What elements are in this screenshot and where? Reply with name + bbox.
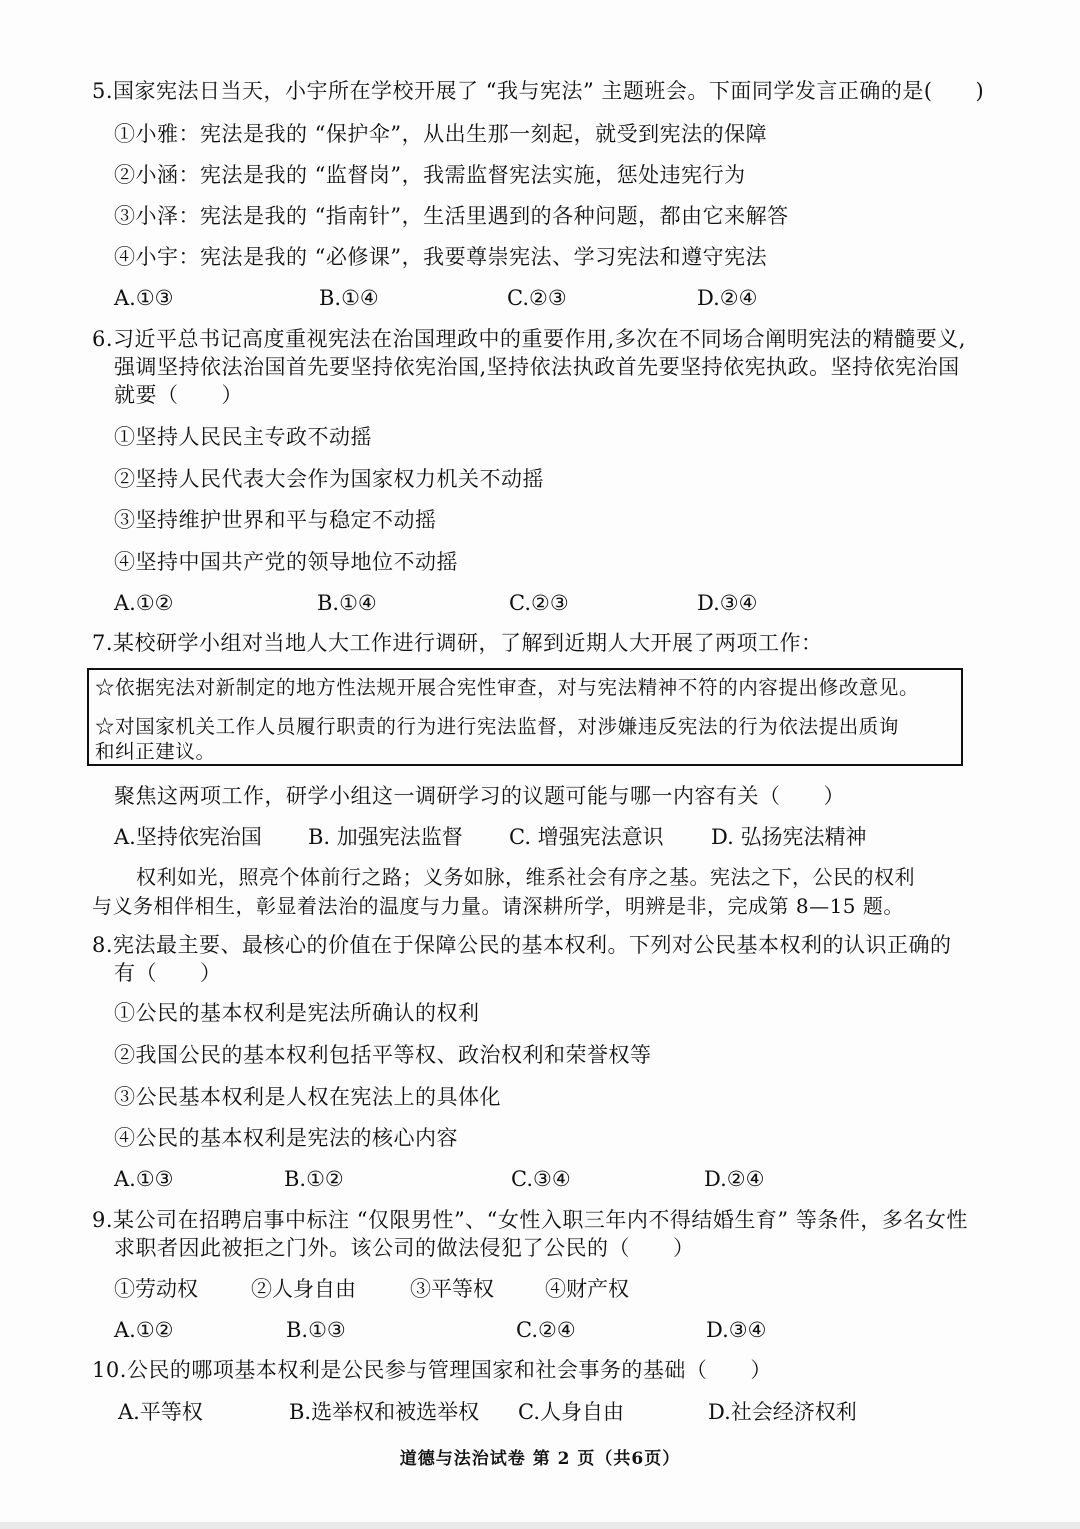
q7-choices	[114, 822, 974, 852]
q8-stem-line-1: 8.宪法最主要、最核心的价值在于保障公民的基本权利。下列对公民基本权利的认识正确的	[92, 933, 952, 957]
q6-item-4: ④坚持中国共产党的领导地位不动摇	[114, 550, 458, 574]
q9-stem-line-1: 9.某公司在招聘启事中标注 “仅限男性”、“女性入职三年内不得结婚生育” 等条件，多名女性	[92, 1208, 968, 1232]
q5-choices	[114, 283, 974, 313]
q7-choice-b: B. 加强宪法监督	[308, 825, 463, 849]
q9-item-2: ②人身自由	[251, 1277, 356, 1301]
intro-line-2: 与义务相伴相生，彰显着法治的温度与力量。请深耕所学，明辨是非，完成第 8—15 题。	[92, 894, 904, 918]
q7-choice-a: A.坚持依宪治国	[114, 825, 262, 849]
q5-item-1: ①小雅：宪法是我的 “保护伞”，从出生那一刻起，就受到宪法的保障	[114, 122, 768, 146]
q6-item-1: ①坚持人民民主专政不动摇	[114, 425, 372, 449]
q6-stem-line-2: 强调坚持依法治国首先要坚持依宪治国,坚持依法执政首先要坚持依宪执政。坚持依宪治国	[114, 355, 960, 379]
q9-choices	[114, 1315, 974, 1345]
q9-item-4: ④财产权	[545, 1277, 629, 1301]
q6-choice-b: B.①④	[317, 591, 377, 615]
q9-item-1: ①劳动权	[114, 1277, 198, 1301]
q10-stem: 10.公民的哪项基本权利是公民参与管理国家和社会事务的基础（ ）	[92, 1358, 772, 1382]
q7-choice-c: C. 增强宪法意识	[509, 825, 664, 849]
q8-choices	[114, 1164, 974, 1194]
q5-stem: 5.国家宪法日当天，小宇所在学校开展了 “我与宪法” 主题班会。下面同学发言正确的是( )	[92, 79, 985, 103]
q6-choice-a: A.①②	[114, 591, 174, 615]
q6-stem-line-3: 就要（ ）	[114, 383, 243, 407]
q9-choice-d: D.③④	[706, 1318, 767, 1342]
page-footer: 道德与法治试卷 第 2 页（共6页）	[399, 1449, 681, 1469]
q8-item-4: ④公民的基本权利是宪法的核心内容	[114, 1126, 458, 1150]
q6-stem-line-1: 6.习近平总书记高度重视宪法在治国理政中的重要作用,多次在不同场合阐明宪法的精髓要义,	[92, 327, 966, 351]
q10-choice-d: D.社会经济权利	[708, 1400, 857, 1424]
q9-items	[114, 1274, 974, 1304]
q5-choice-b: B.①④	[319, 286, 379, 310]
q5-item-4: ④小宇：宪法是我的 “必修课”，我要尊崇宪法、学习宪法和遵守宪法	[114, 245, 768, 269]
q7-box-line-2: ☆对国家机关工作人员履行职责的行为进行宪法监督，对涉嫌违反宪法的行为依法提出质询	[95, 715, 900, 738]
q7-material-box	[87, 668, 963, 766]
q6-item-3: ③坚持维护世界和平与稳定不动摇	[114, 508, 437, 532]
q8-choice-b: B.①②	[284, 1167, 344, 1191]
scan-edge	[0, 1522, 1080, 1529]
q7-box-line-3: 和纠正建议。	[95, 740, 216, 763]
q7-choice-d: D. 弘扬宪法精神	[711, 825, 867, 849]
q9-choice-c: C.②④	[516, 1318, 576, 1342]
q10-choices	[114, 1397, 974, 1427]
q6-choices	[114, 588, 974, 618]
q9-stem-line-2: 求职者因此被拒之门外。该公司的做法侵犯了公民的（ ）	[114, 1236, 695, 1260]
q8-choice-c: C.③④	[511, 1167, 571, 1191]
q5-item-2: ②小涵：宪法是我的 “监督岗”，我需监督宪法实施，惩处违宪行为	[114, 163, 746, 187]
q5-item-3: ③小泽：宪法是我的 “指南针”，生活里遇到的各种问题，都由它来解答	[114, 204, 789, 228]
q6-choice-c: C.②③	[509, 591, 569, 615]
intro-line-1: 权利如光，照亮个体前行之路；义务如脉，维系社会有序之基。宪法之下，公民的权利	[136, 865, 915, 889]
q8-item-1: ①公民的基本权利是宪法所确认的权利	[114, 1001, 480, 1025]
q7-stem: 7.某校研学小组对当地人大工作进行调研，了解到近期人大开展了两项工作：	[92, 631, 823, 655]
q8-item-3: ③公民基本权利是人权在宪法上的具体化	[114, 1085, 501, 1109]
q10-choice-a: A.平等权	[118, 1400, 203, 1424]
q8-stem-line-2: 有（ ）	[114, 961, 222, 985]
q5-choice-d: D.②④	[697, 286, 758, 310]
q9-choice-a: A.①②	[114, 1318, 174, 1342]
q7-question: 聚焦这两项工作，研学小组这一调研学习的议题可能与哪一内容有关（ ）	[114, 784, 845, 808]
q6-choice-d: D.③④	[697, 591, 758, 615]
q5-choice-c: C.②③	[507, 286, 567, 310]
q6-item-2: ②坚持人民代表大会作为国家权力机关不动摇	[114, 467, 544, 491]
q9-choice-b: B.①③	[286, 1318, 346, 1342]
q8-choice-a: A.①③	[114, 1167, 174, 1191]
q9-item-3: ③平等权	[410, 1277, 494, 1301]
q7-box-line-1: ☆依据宪法对新制定的地方性法规开展合宪性审查，对与宪法精神不符的内容提出修改意见。	[95, 676, 920, 699]
q8-item-2: ②我国公民的基本权利包括平等权、政治权利和荣誉权等	[114, 1043, 652, 1067]
q10-choice-c: C.人身自由	[518, 1400, 624, 1424]
q10-choice-b: B.选举权和被选举权	[289, 1400, 480, 1424]
q8-choice-d: D.②④	[704, 1167, 765, 1191]
q5-choice-a: A.①③	[114, 286, 174, 310]
